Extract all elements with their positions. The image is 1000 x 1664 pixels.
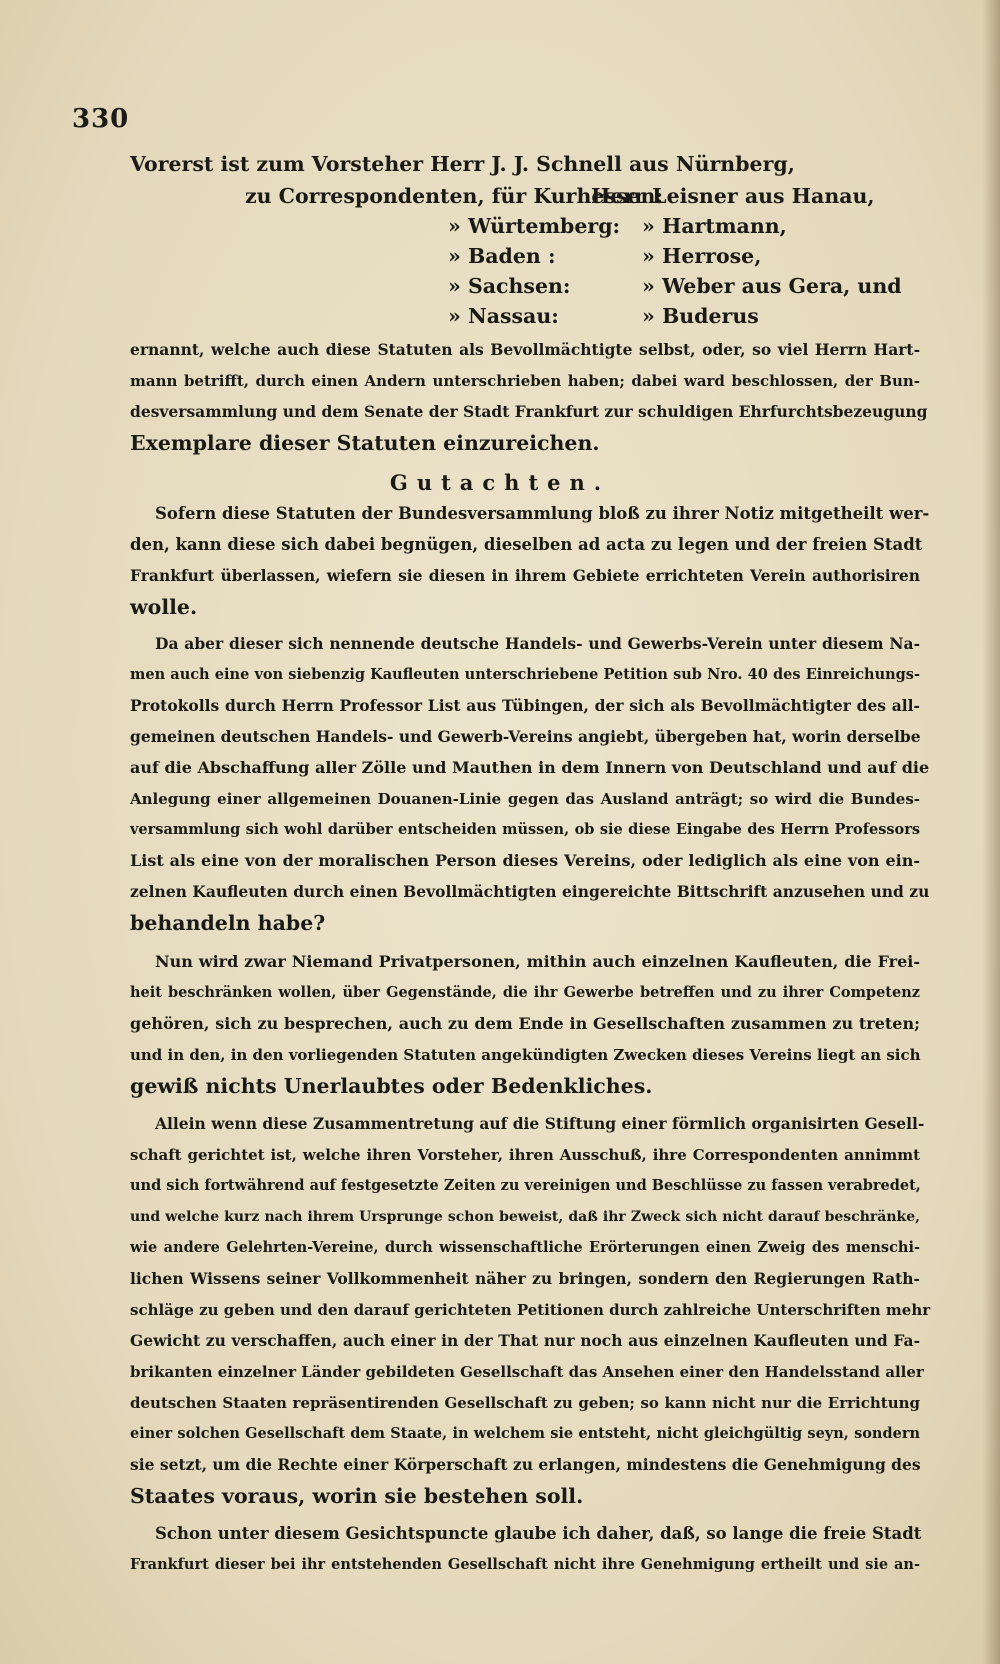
text-line: lichen Wissens seiner Vollkommenheit näher zu bringen, sondern den Regierungen Rath-	[130, 1269, 920, 1288]
text-line: Exemplare dieser Statuten einzureichen.	[130, 431, 600, 455]
text-line: brikanten einzelner Länder gebildeten Gesellschaft das Ansehen einer den Handelsstand aller	[130, 1363, 924, 1381]
text-line: deutschen Staaten repräsentirenden Gesellschaft zu geben; so kann nicht nur die Errichtung	[130, 1394, 920, 1412]
text-line: Da aber dieser sich nennende deutsche Handels- und Gewerbs-Verein unter diesem Na-	[155, 634, 920, 653]
correspondent-name: » Buderus	[642, 304, 759, 328]
text-line: schläge zu geben und den darauf gerichteten Petitionen durch zahlreiche Unterschriften mehr	[130, 1301, 931, 1319]
text-line: Nun wird zwar Niemand Privatpersonen, mithin auch einzelnen Kaufleuten, die Frei-	[155, 952, 920, 971]
text-line: wie andere Gelehrten-Vereine, durch wissenschaftliche Erörterungen einen Zweig des menschi-	[130, 1239, 920, 1256]
text-line: ernannt, welche auch diese Statuten als Bevollmächtigte selbst, oder, so viel Herrn Hart-	[130, 340, 920, 359]
text-line: Anlegung einer allgemeinen Douanen-Linie gegen das Ausland anträgt; so wird die Bundes-	[130, 790, 920, 808]
page-number: 330	[72, 104, 130, 134]
text-line: List als eine von der moralischen Person dieses Vereins, oder lediglich als eine von ein-	[130, 851, 920, 870]
correspondents-heading-right: Herr Leisner aus Hanau,	[591, 184, 875, 208]
text-line: Allein wenn diese Zusammentretung auf die Stiftung einer förmlich organisirten Gesell-	[155, 1114, 925, 1133]
text-line: gemeinen deutschen Handels- und Gewerb-Vereins angiebt, übergeben hat, worin derselbe	[130, 727, 921, 746]
text-line: heit beschränken wollen, über Gegenstände, die ihr Gewerbe betreffen und zu ihrer Competenz	[130, 984, 920, 1001]
text-line: den, kann diese sich dabei begnügen, dieselben ad acta zu legen und der freien Stadt	[130, 535, 923, 554]
text-line: desversammlung und dem Senate der Stadt Frankfurt zur schuldigen Ehrfurchtsbezeugung	[130, 402, 928, 421]
text-line: sie setzt, um die Rechte einer Körperschaft zu erlangen, mindestens die Genehmigung des	[130, 1455, 921, 1474]
correspondent-state: » Würtemberg:	[448, 214, 621, 238]
text-line: mann betrifft, durch einen Andern unterschrieben haben; dabei ward beschlossen, der Bun-	[130, 372, 920, 390]
intro-line: Vorerst ist zum Vorsteher Herr J. J. Schnell aus Nürnberg,	[130, 152, 795, 176]
correspondent-state: » Nassau:	[448, 304, 559, 328]
text-line: gehören, sich zu besprechen, auch zu dem Ende in Gesellschaften zusammen zu treten;	[130, 1014, 920, 1033]
text-line: behandeln habe?	[130, 911, 326, 935]
correspondent-name: » Weber aus Gera, und	[642, 274, 902, 298]
text-line: Frankfurt überlassen, wiefern sie diesen in ihrem Gebiete errichteten Verein authorisiren	[130, 566, 920, 585]
text-line: Staates voraus, worin sie bestehen soll.	[130, 1484, 584, 1508]
text-line: und in den, in den vorliegenden Statuten angekündigten Zwecken dieses Vereins liegt an sich	[130, 1046, 921, 1064]
text-line: gewiß nichts Unerlaubtes oder Bedenkliches.	[130, 1074, 653, 1098]
text-line: zelnen Kaufleuten durch einen Bevollmächtigten eingereichte Bittschrift anzusehen und zu	[130, 882, 930, 901]
text-line: schaft gerichtet ist, welche ihren Vorsteher, ihren Ausschuß, ihre Correspondenten annimmt	[130, 1146, 920, 1164]
correspondents-heading-left: zu Correspondenten, für Kurhessen:	[245, 184, 664, 208]
correspondent-state: » Sachsen:	[448, 274, 571, 298]
correspondent-name: » Hartmann,	[642, 214, 787, 238]
text-line: wolle.	[130, 595, 198, 619]
page-edge-shadow	[982, 0, 1000, 1664]
correspondent-name: » Herrose,	[642, 244, 762, 268]
text-line: auf die Abschaffung aller Zölle und Mauthen in dem Innern von Deutschland und auf die	[130, 758, 930, 777]
correspondent-state: » Baden :	[448, 244, 556, 268]
text-line: Frankfurt dieser bei ihr entstehenden Gesellschaft nicht ihre Genehmigung ertheilt und sie an-	[130, 1556, 920, 1573]
text-line: Schon unter diesem Gesichtspuncte glaube ich daher, daß, so lange die freie Stadt	[155, 1524, 922, 1543]
text-line: Sofern diese Statuten der Bundesversammlung bloß zu ihrer Notiz mitgetheilt wer-	[155, 504, 930, 523]
section-heading: Gutachten.	[389, 470, 611, 495]
text-line: versammlung sich wohl darüber entscheiden müssen, ob sie diese Eingabe des Herrn Professors	[130, 821, 920, 838]
text-line: und sich fortwährend auf festgesetzte Zeiten zu vereinigen und Beschlüsse zu fassen verabredet,	[130, 1177, 921, 1194]
text-line: Gewicht zu verschaffen, auch einer in der That nur noch aus einzelnen Kaufleuten und Fa-	[130, 1331, 920, 1350]
text-line: Protokolls durch Herrn Professor List aus Tübingen, der sich als Bevollmächtigter des all-	[130, 696, 920, 715]
text-line: men auch eine von siebenzig Kaufleuten unterschriebene Petition sub Nro. 40 des Einreichungs-	[130, 666, 920, 683]
text-line: einer solchen Gesellschaft dem Staate, in welchem sie entsteht, nicht gleichgültig seyn, sondern	[130, 1425, 920, 1442]
text-line: und welche kurz nach ihrem Ursprunge schon beweist, daß ihr Zweck sich nicht darauf beschränke,	[130, 1209, 920, 1225]
correspondents-heading	[245, 182, 875, 210]
